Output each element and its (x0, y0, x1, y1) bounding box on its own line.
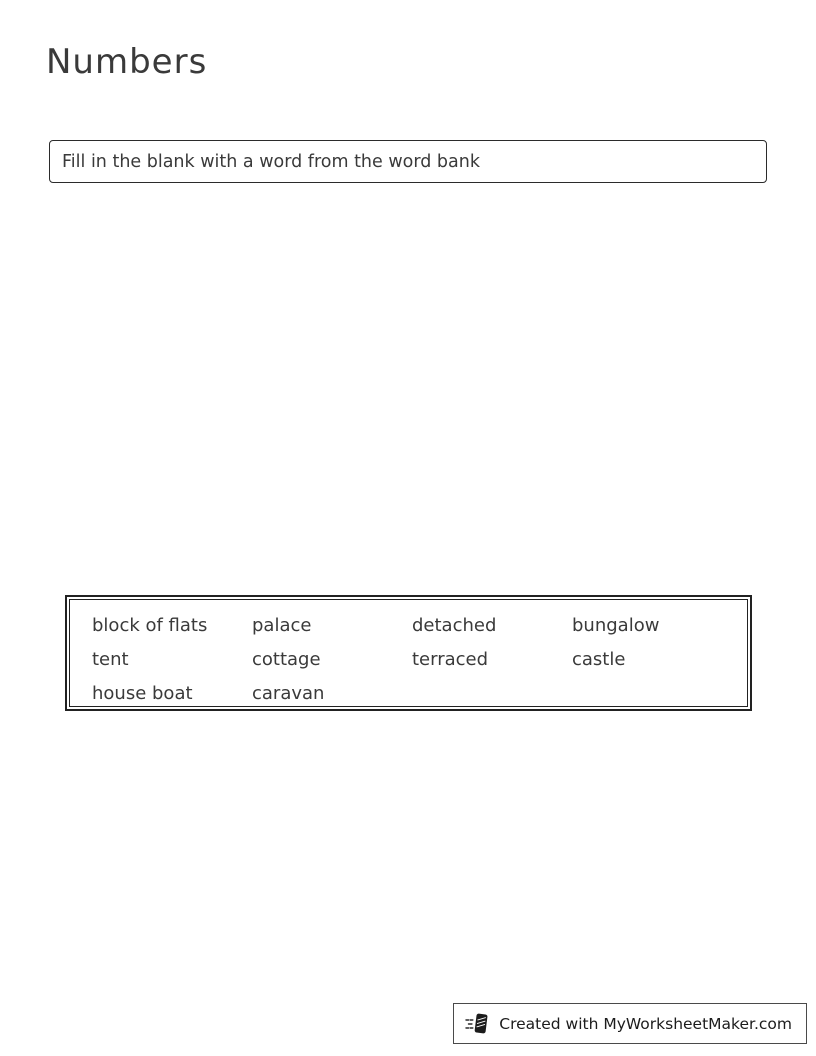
word-bank-word: tent (92, 648, 129, 670)
flying-worksheet-icon (465, 1011, 490, 1037)
credit-badge (453, 1003, 807, 1044)
word-bank-word: detached (412, 614, 497, 636)
instruction-box (49, 140, 767, 183)
word-bank-word: bungalow (572, 614, 660, 636)
word-bank (65, 595, 752, 711)
word-bank-word: castle (572, 648, 626, 670)
word-bank-word: caravan (252, 682, 325, 704)
word-bank-word: terraced (412, 648, 489, 670)
credit-text: Created with MyWorksheetMaker.com (499, 1014, 792, 1033)
page-title: Numbers (46, 42, 208, 82)
word-bank-word: block of flats (92, 614, 208, 636)
instruction-text: Fill in the blank with a word from the word bank (62, 151, 480, 172)
word-bank-word: palace (252, 614, 312, 636)
word-bank-word: cottage (252, 648, 321, 670)
word-bank-word: house boat (92, 682, 193, 704)
word-bank-grid (69, 599, 748, 707)
